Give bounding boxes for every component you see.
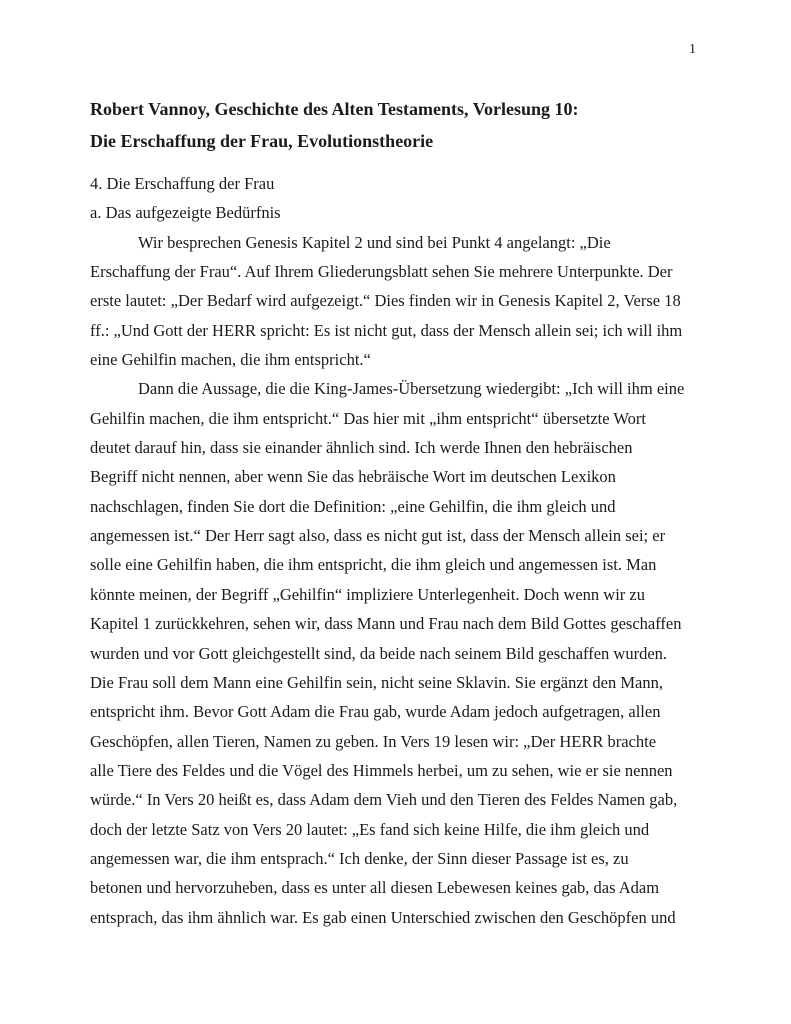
paragraph	[90, 374, 702, 932]
text-line: eine Gehilfin machen, die ihm entspricht.“	[90, 350, 371, 370]
text-line: doch der letzte Satz von Vers 20 lautet: „Es fand sich keine Hilfe, die ihm gleich und	[90, 819, 650, 839]
text-line: solle eine Gehilfin haben, die ihm entspricht, die ihm gleich und angemessen ist. Man	[90, 555, 657, 575]
text-line: Erschaffung der Frau“. Auf Ihrem Gliederungsblatt sehen Sie mehrere Unterpunkte. Der	[90, 262, 673, 282]
paragraph	[90, 198, 702, 227]
text-line: erste lautet: „Der Bedarf wird aufgezeigt.“ Dies finden wir in Genesis Kapitel 2, Verse 18	[90, 291, 681, 311]
paragraph	[90, 169, 702, 198]
text-line: Die Frau soll dem Mann eine Gehilfin sein, nicht seine Sklavin. Sie ergänzt den Mann,	[90, 672, 663, 692]
document-content	[90, 93, 702, 932]
text-line: Begriff nicht nennen, aber wenn Sie das hebräische Wort im deutschen Lexikon	[90, 467, 616, 487]
text-line: würde.“ In Vers 20 heißt es, dass Adam dem Vieh und den Tieren des Feldes Namen gab,	[90, 790, 678, 810]
text-line: nachschlagen, finden Sie dort die Definition: „eine Gehilfin, die ihm gleich und	[90, 496, 616, 516]
text-line: könnte meinen, der Begriff „Gehilfin“ impliziere Unterlegenheit. Doch wenn wir zu	[90, 584, 645, 604]
text-line: entspricht ihm. Bevor Gott Adam die Frau gab, wurde Adam jedoch aufgetragen, allen	[90, 702, 661, 722]
text-line: wurden und vor Gott gleichgestellt sind, da beide nach seinem Bild geschaffen wurden.	[90, 643, 668, 663]
title-line-2: Die Erschaffung der Frau, Evolutionstheorie	[90, 131, 434, 151]
text-line: entsprach, das ihm ähnlich war. Es gab einen Unterschied zwischen den Geschöpfen und	[90, 907, 676, 927]
text-line: deutet darauf hin, dass sie einander ähnlich sind. Ich werde Ihnen den hebräischen	[90, 438, 633, 458]
text-line: betonen und hervorzuheben, dass es unter all diesen Lebewesen keines gab, das Adam	[90, 878, 660, 898]
paragraph	[90, 228, 702, 375]
text-line: Kapitel 1 zurückkehren, sehen wir, dass Mann und Frau nach dem Bild Gottes geschaffen	[90, 614, 682, 634]
document-body	[90, 169, 702, 932]
document-title	[90, 93, 702, 157]
page-number: 1	[689, 42, 696, 57]
text-line: Geschöpfen, allen Tieren, Namen zu geben. In Vers 19 lesen wir: „Der HERR brachte	[90, 731, 657, 751]
text-line: angemessen war, die ihm entsprach.“ Ich denke, der Sinn dieser Passage ist es, zu	[90, 848, 629, 868]
text-line: Wir besprechen Genesis Kapitel 2 und sind bei Punkt 4 angelangt: „Die	[138, 232, 611, 252]
title-line-1: Robert Vannoy, Geschichte des Alten Testaments, Vorlesung 10:	[90, 99, 579, 119]
text-line: a. Das aufgezeigte Bedürfnis	[90, 203, 281, 223]
text-line: alle Tiere des Feldes und die Vögel des Himmels herbei, um zu sehen, wie er sie nennen	[90, 760, 673, 780]
text-line: Dann die Aussage, die die King-James-Übersetzung wiedergibt: „Ich will ihm eine	[138, 379, 685, 399]
text-line: Gehilfin machen, die ihm entspricht.“ Das hier mit „ihm entspricht“ übersetzte Wort	[90, 408, 646, 428]
text-line: ff.: „Und Gott der HERR spricht: Es ist nicht gut, dass der Mensch allein sei; ich will ihm	[90, 320, 683, 340]
text-line: 4. Die Erschaffung der Frau	[90, 174, 275, 193]
text-line: angemessen ist.“ Der Herr sagt also, dass es nicht gut ist, dass der Mensch allein sei; er	[90, 526, 666, 546]
